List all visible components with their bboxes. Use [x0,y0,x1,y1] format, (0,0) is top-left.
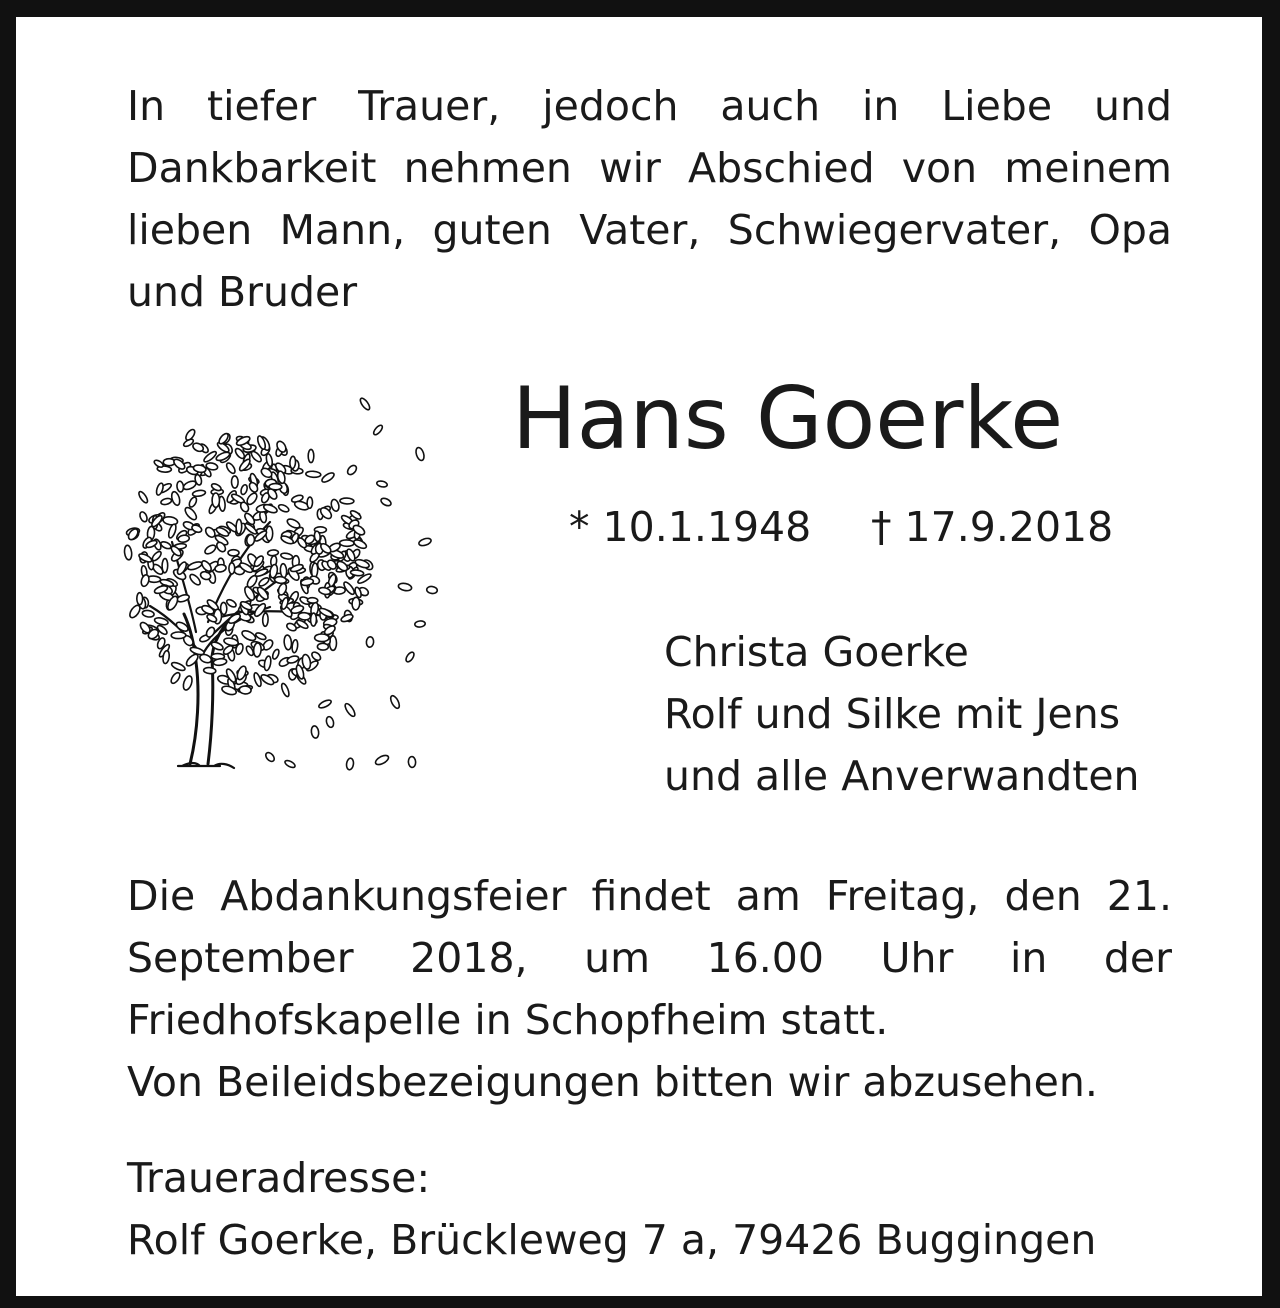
leaf-shape [389,694,401,709]
death-date: † 17.9.2018 [871,503,1114,551]
leaf-shape [274,576,286,584]
leaf-shape [398,582,412,591]
leaf-shape [418,537,432,547]
leaf-shape [374,754,390,767]
leaf-shape [182,675,194,691]
leaf-shape [339,540,354,547]
leaf-shape [240,484,248,495]
leaf-shape [426,586,437,594]
leaf-shape [340,498,354,504]
leaf-shape [167,523,177,539]
leaf-shape [220,602,227,614]
leaf-shape [124,545,133,560]
leaf-shape [172,458,186,471]
leaf-shape [280,682,290,697]
condolences-note: Von Beileidsbezeigungen bitten wir abzusehen. [127,1058,1098,1106]
leaf-shape [307,597,318,603]
leaf-shape [280,552,293,560]
leaf-shape [258,576,271,587]
leaf-shape [284,759,296,769]
mourning-address [127,1147,1096,1271]
deceased-name: Hans Goerke [512,369,1064,469]
leaf-shape [372,424,384,436]
leaf-shape [415,447,426,462]
leaf-shape [346,464,358,477]
leaf-shape [189,646,204,656]
leaf-shape [264,751,276,763]
leaf-shape [192,490,206,498]
mourners-list [664,621,1140,807]
leaf-shape [200,559,213,573]
leaf-shape [241,629,258,642]
leaf-shape [162,559,168,573]
leaf-shape [306,471,321,478]
leaf-shape [229,563,235,574]
leaf-shape [155,482,164,496]
leaf-shape [138,552,153,563]
leaf-shape [137,593,143,605]
leaf-shape [153,459,164,469]
leaf-shape [203,667,216,674]
leaf-shape [236,519,242,534]
leaf-shape [340,613,354,623]
leaf-shape [225,462,237,475]
leaf-shape [239,686,251,695]
leaf-shape [246,534,255,546]
leaf-shape [142,610,155,618]
leaf-shape [170,491,181,506]
leaf-shape [228,550,239,556]
leaf-shape [192,442,205,453]
leaf-shape [346,758,354,770]
leaf-shape [404,651,415,663]
leaf-shape [182,479,197,491]
leaf-shape [310,613,316,626]
leaf-shape [267,550,278,557]
mourner-name: Christa Goerke [664,628,969,676]
leaf-shape [140,574,150,587]
leaf-shape [269,483,282,489]
leaf-shape [325,716,335,728]
leaf-shape [231,476,238,488]
leaf-shape [217,432,229,445]
windblown-tree-icon [120,392,450,782]
leaf-shape [353,538,368,550]
leaf-shape [298,612,311,620]
leaf-shape [253,672,263,687]
leaf-shape [376,480,388,488]
leaf-shape [350,569,364,576]
leaf-shape [128,604,142,620]
leaf-shape [291,639,298,653]
leaf-shape [343,702,356,718]
leaf-shape [290,456,296,468]
leaf-shape [308,449,314,462]
leaf-shape [359,397,372,411]
leaf-shape [171,661,187,672]
leaf-shape [171,632,186,639]
leaf-shape [330,499,340,512]
leaf-shape [255,632,267,641]
leaf-shape [137,490,149,504]
leaf-shape [188,496,198,508]
intro-text: In tiefer Trauer, jedoch auch in Liebe und Dankbarkeit nehmen wir Abschied von meinem lieben Mann, guten Vater, Schwiegervater, Opa und Bruder [127,82,1172,316]
leaf-shape [205,626,216,639]
leaf-shape [310,651,322,662]
leaf-shape [263,656,271,671]
leaf-shape [203,543,217,555]
leaf-shape [284,635,292,650]
leaf-shape [307,497,313,508]
leaf-shape [184,428,196,442]
leaf-shape [380,497,392,508]
mourner-name: und alle Anverwandten [664,752,1140,800]
birth-date: * 10.1.1948 [569,503,812,551]
leaf-shape [212,493,219,507]
leaf-shape [160,497,172,505]
leaf-shape [408,756,416,767]
leaf-shape [160,540,172,550]
leaf-shape [280,564,287,578]
leaf-shape [415,620,426,627]
leaf-shape [315,634,330,642]
address-label: Traueradresse: [127,1154,431,1202]
leaf-shape [321,471,336,484]
leaf-shape [311,725,320,738]
leaf-shape [277,503,289,513]
leaf-shape [352,597,360,610]
leaf-shape [262,613,268,626]
leaf-shape [271,648,280,659]
ceremony-info [127,865,1172,1113]
leaf-shape [187,560,203,571]
leaf-shape [253,643,261,657]
address-value: Rolf Goerke, Brückleweg 7 a, 79426 Buggingen [127,1216,1097,1264]
leaf-shape [318,699,332,710]
ceremony-text: Die Abdankungsfeier findet am Freitag, den 21. September 2018, um 16.00 Uhr in der Friedhofskapelle in Schopfheim statt. [127,872,1172,1044]
leaf-shape [183,506,198,522]
leaf-shape [139,511,149,523]
leaf-shape [169,671,181,685]
mourner-name: Rolf und Silke mit Jens [664,690,1121,738]
leaf-shape [139,621,152,635]
leaf-shape [366,637,374,648]
leaf-shape [151,550,163,562]
